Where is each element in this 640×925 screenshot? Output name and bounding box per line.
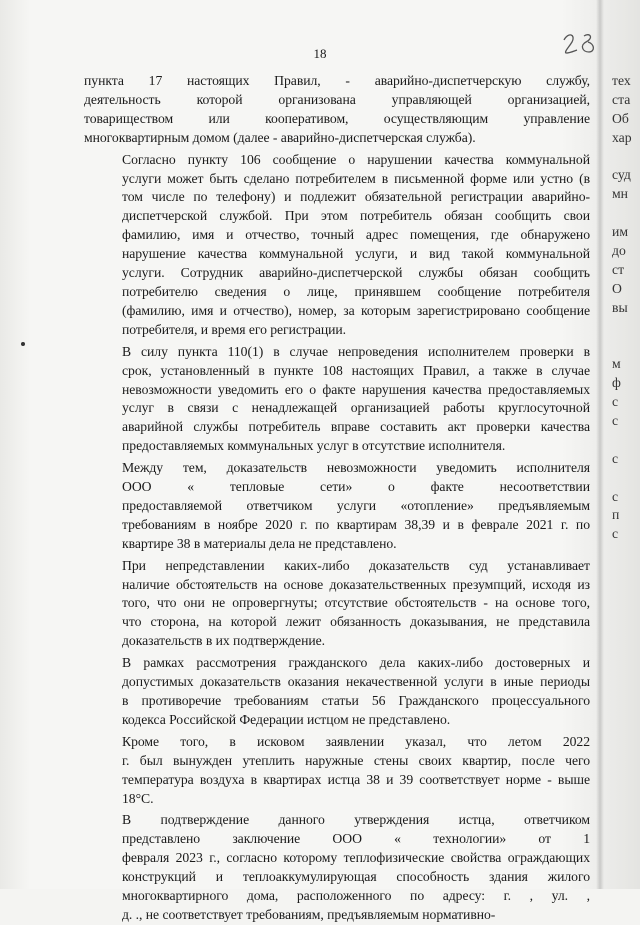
paragraph — [84, 151, 590, 340]
text-line: в противоречие требованиям статьи 56 Гражданского процессуального — [122, 693, 590, 708]
text-line: срок, установленный в пункте 108 настоящих Правил, а также в случае — [122, 362, 590, 378]
paragraph — [84, 811, 590, 924]
text-line: диспетчерской службой. При этом потребитель обязан сообщить свои — [122, 208, 590, 224]
text-line: предоставляемых коммунальных услуг в отсутствие исполнителя. — [122, 438, 506, 454]
paragraph — [84, 72, 590, 148]
text-line: кодекса Российской Федерации истцом не представлено. — [122, 711, 451, 727]
text-line: услуг в связи с ненадлежащей организацией работы круглосуточной — [122, 400, 590, 416]
page-fold-shadow — [596, 0, 604, 889]
adjacent-page-text — [612, 336, 640, 355]
adjacent-page-text: п — [612, 507, 620, 523]
text-line: представлено заключение ООО « технологии» от 1 — [122, 831, 590, 847]
text-line: температура воздуха в квартирах истца 38 и 39 соответствует норме - выше — [122, 771, 590, 787]
adjacent-page-text: с — [612, 450, 619, 466]
paragraph — [84, 459, 590, 554]
adjacent-page-text — [612, 204, 640, 223]
text-line: В подтверждение данного утверждения истца, ответчиком — [122, 812, 590, 828]
adjacent-page-text — [612, 318, 640, 337]
text-line: конструкций и теплоаккумулирующая способность здания жилого — [122, 869, 590, 885]
adjacent-page-text: Об — [612, 110, 629, 126]
handwritten-folio-number — [560, 28, 600, 58]
adjacent-page-text: тех — [612, 73, 631, 88]
adjacent-page-text: О — [612, 280, 622, 296]
paragraph — [84, 343, 590, 456]
document-body — [84, 72, 590, 925]
adjacent-page-text — [612, 431, 640, 450]
text-line: потребителю сведения о лице, принявшем сообщение потребителя — [122, 283, 590, 299]
text-line: того, что они не опровергнуты; отсутствие обстоятельств - на основе того, — [122, 595, 590, 611]
text-line: В рамках рассмотрения гражданского дела каких-либо достоверных и — [122, 655, 590, 671]
text-line: ООО « тепловые сети» о факте несоответствии — [122, 479, 590, 495]
text-line: невозможности уведомить его о факте нарушения качества предоставляемых — [122, 381, 590, 397]
text-line: При непредставлении каких-либо доказательств суд устанавливает — [122, 557, 590, 573]
text-line: 18°С. — [122, 790, 154, 806]
text-line: г. был вынужден утеплить наружные стены своих квартир, после чего — [122, 752, 590, 768]
adjacent-page-text: мн — [612, 186, 628, 202]
paragraph — [84, 733, 590, 809]
text-line: пункта 17 настоящих Правил, - аварийно-диспетчерскую службу, — [84, 73, 590, 88]
text-line: аварийной службы потребитель вправе составить акт проверки качества — [122, 419, 590, 435]
paragraph — [84, 557, 590, 652]
adjacent-page-text: с — [612, 488, 619, 504]
text-line: нарушение качества коммунальной услуги, и вид такой коммунальной — [122, 246, 590, 262]
margin-mark — [21, 342, 25, 346]
adjacent-page-text: хар — [612, 129, 632, 145]
adjacent-page-fragment — [612, 72, 640, 544]
text-line: услуги. Сотрудник аварийно-диспетчерской службы обязан сообщить — [122, 265, 590, 281]
text-line: Согласно пункту 106 сообщение о нарушении качества коммунальной — [122, 151, 590, 167]
text-line: (фамилию, имя и отчество), номер, за которым зарегистрировано сообщение — [122, 302, 590, 318]
text-line: доказательств в их подтверждение. — [122, 633, 326, 649]
text-line: потребителя, и время его регистрации. — [122, 321, 347, 337]
paragraph — [84, 654, 590, 730]
text-line: Между тем, доказательств невозможности уведомить исполнителя — [122, 460, 590, 476]
adjacent-page-text: ф — [612, 375, 621, 391]
text-line: услуги может быть сделано потребителем в письменной форме или устно (в — [122, 170, 590, 186]
adjacent-page-text: с — [612, 413, 619, 429]
text-line: д. ., не соответствует требованиям, предъявляемым нормативно- — [122, 906, 496, 922]
text-line: фамилию, имя и отчество, точный адрес помещения, где обнаружено — [122, 227, 590, 243]
text-line: требованиям в ноябре 2020 г. по квартирам 38,39 и в феврале 2021 г. по — [122, 516, 590, 532]
text-line: февраля 2023 г., согласно которому теплофизические свойства ограждающих — [122, 850, 590, 866]
text-line: товариществом или кооперативом, осуществляющим управление — [84, 110, 590, 126]
adjacent-page-text: суд — [612, 167, 631, 183]
text-line: предоставляемой ответчиком услуги «отопление» предъявляемым — [122, 497, 590, 513]
text-line: наличие обстоятельств на основе доказательственных презумпций, исходя из — [122, 576, 590, 592]
adjacent-page-text: ста — [612, 91, 631, 107]
text-line: том числе по телефону) и подлежит обязательной регистрации аварийно- — [122, 189, 590, 205]
text-line: квартире 38 в материалы дела не представлено. — [122, 535, 397, 551]
page-number: 18 — [313, 46, 327, 61]
text-line: что сторона, на которой лежит обязанность доказывания, не представила — [122, 614, 590, 630]
adjacent-page-text: ст — [612, 261, 625, 277]
text-line: допустимых доказательств оказания некачественной услуги в иные периоды — [122, 674, 590, 690]
text-line: деятельность которой организована управляющей организацией, — [84, 91, 590, 107]
text-line: Кроме того, в исковом заявлении указал, что летом 2022 — [122, 733, 590, 749]
adjacent-page-text — [612, 148, 640, 167]
adjacent-page-text: с — [612, 394, 619, 410]
text-line: В силу пункта 110(1) в случае непроведения исполнителем проверки в — [122, 343, 590, 359]
adjacent-page-text: с — [612, 526, 619, 542]
adjacent-page-text: вы — [612, 299, 628, 315]
adjacent-page-text: до — [612, 243, 626, 259]
adjacent-page-text: им — [612, 224, 628, 240]
adjacent-page-text — [612, 469, 640, 488]
adjacent-page-text: м — [612, 356, 621, 372]
text-line: многоквартирного дома, расположенного по адресу: г. , ул. , — [122, 888, 590, 904]
text-line: многоквартирным домом (далее - аварийно-диспетчерская служба). — [84, 129, 476, 145]
